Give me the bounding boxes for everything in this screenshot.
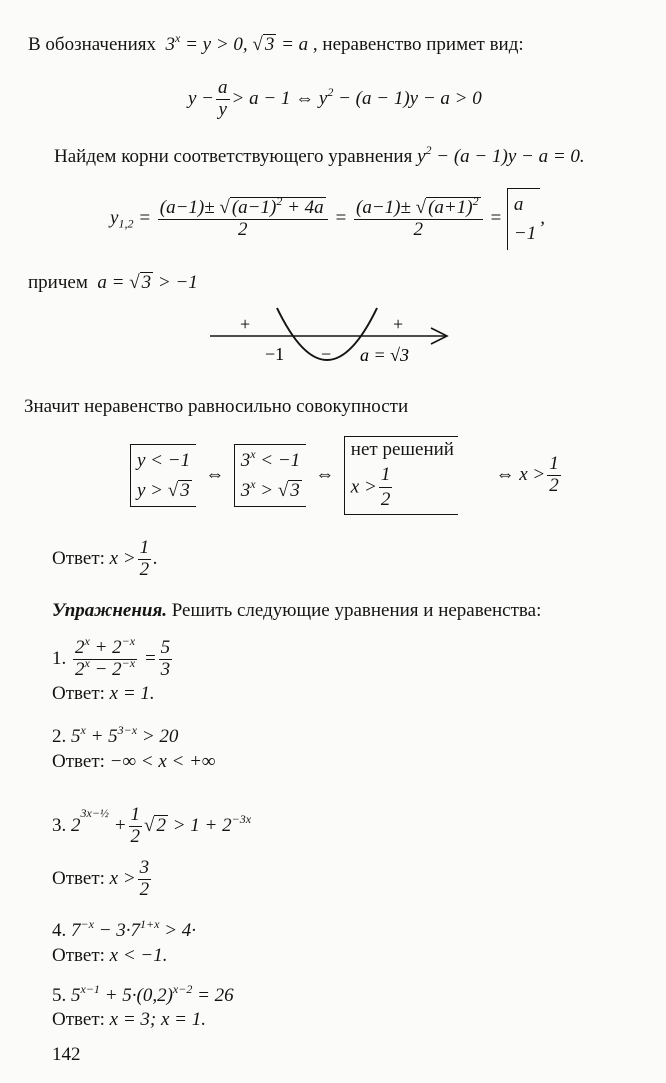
roots-formula: $y_{1,2}$ = $\frac{(a-1)\pm √ (a-1)^2 + 4a}{2}$ = $\frac{(a-1)\pm √ (a+1)^2}{2}$ = a −1, <box>110 188 545 250</box>
exercise-4-problem: $7^{-x} - 3\cdot 7^{1+x} > 4\cdot$ <box>71 917 197 941</box>
exercise-3 <box>52 805 251 848</box>
exercise-3-answer <box>52 858 153 901</box>
sign-chart <box>205 300 465 380</box>
equivalence-text: Значит неравенство равносильно совокупности <box>24 396 409 417</box>
exercise-5-answer-label: Ответ: <box>52 1009 105 1030</box>
system-block: y < −1 y > √ 3 ⇔ $3^x < -1$ $3^x$ > √ 3 ⇔ нет решений x > $\frac{1}{2}$ ⇔ x > $\frac{1}{2}$ <box>130 436 563 515</box>
intro-text-after: , неравенство примет вид: <box>312 34 524 55</box>
roots-intro <box>54 143 585 168</box>
answer-line <box>52 538 158 581</box>
set-2: $3^x < -1$ $3^x$ > √ 3 <box>234 444 306 507</box>
intro-text-before: В обозначениях <box>28 34 156 55</box>
exercise-5-problem: $5^{x-1} + 5\cdot(0,2)^{x-2} = 26$ <box>71 982 234 1006</box>
sign-left: + <box>240 314 251 334</box>
condition-text: причем <box>28 272 88 293</box>
exercise-1-answer <box>52 684 155 705</box>
exercise-5 <box>52 982 234 1007</box>
exercise-4-answer-label: Ответ: <box>52 945 105 966</box>
exercise-3-answer-label: Ответ: <box>52 867 105 889</box>
exercise-2-answer <box>52 752 215 773</box>
condition-formula: a = √ 3 > −1 <box>92 272 198 293</box>
root-right-label: a = √3 <box>360 345 410 365</box>
exercise-2-answer-label: Ответ: <box>52 751 105 772</box>
exercise-3-problem: $2^{3x-\frac{1}{2}}$ + $\frac{1}{2}$ √ $2 > 1 + 2^{-3x}$ <box>71 804 252 847</box>
exercise-4-answer-value: x < −1. <box>109 945 168 966</box>
exercise-5-answer-value: x = 3; x = 1. <box>109 1009 206 1030</box>
exercise-4-answer <box>52 946 167 967</box>
exercise-4-number: 4. <box>52 920 67 941</box>
inequality-line: y − $\frac{a}{y}$ > a − 1 ⇔ $y^2 - (a - 1)y - a > 0$ <box>188 77 482 120</box>
exercise-2-problem: $5^x + 5^{3-x} > 20$ <box>71 723 179 747</box>
set-3-row-1: нет решений <box>350 439 454 460</box>
exercises-heading-text: Решить следующие уравнения и неравенства: <box>171 600 542 621</box>
exercise-4 <box>52 917 197 942</box>
system-result: ⇔ x > $\frac{1}{2}$ <box>495 453 559 497</box>
page-number: 142 <box>52 1044 81 1065</box>
intro-notation: $3^x = y > 0$, √ 3 = a <box>160 31 309 55</box>
exercise-1 <box>52 634 174 681</box>
exercises-heading <box>52 601 541 622</box>
intro-line <box>28 31 524 56</box>
set-1: y < −1 y > √ 3 <box>130 444 196 507</box>
exercise-1-answer-label: Ответ: <box>52 683 105 704</box>
roots-intro-text: Найдем корни соответствующего уравнения <box>54 146 413 167</box>
exercise-3-number: 3. <box>52 814 67 836</box>
answer-value: x > $\frac{1}{2}$ . <box>109 537 158 580</box>
answer-label: Ответ: <box>52 547 105 569</box>
set-3: нет решений x > $\frac{1}{2}$ <box>344 436 458 515</box>
exercise-3-answer-value: x > $\frac{3}{2}$ <box>109 857 150 900</box>
root-left-label: −1 <box>265 344 285 364</box>
exercise-5-number: 5. <box>52 985 67 1006</box>
exercise-2 <box>52 723 179 748</box>
exercises-heading-label: Упражнения. <box>52 600 167 621</box>
condition-line <box>28 272 198 294</box>
sign-right: + <box>393 314 404 334</box>
exercise-1-problem: $\frac{2^x + 2^{-x}}{2^x - 2^{-x}}$ = $\frac{5}{3}$ <box>75 634 171 680</box>
exercise-1-answer-value: x = 1. <box>109 683 155 704</box>
sign-middle: − <box>321 344 332 364</box>
roots-intro-equation: $y^2 - (a - 1)y - a = 0$. <box>417 143 585 167</box>
exercise-5-answer <box>52 1010 206 1031</box>
exercise-2-number: 2. <box>52 726 67 747</box>
exercise-2-answer-value: −∞ < x < +∞ <box>109 751 216 772</box>
exercise-1-number: 1. <box>52 647 67 669</box>
